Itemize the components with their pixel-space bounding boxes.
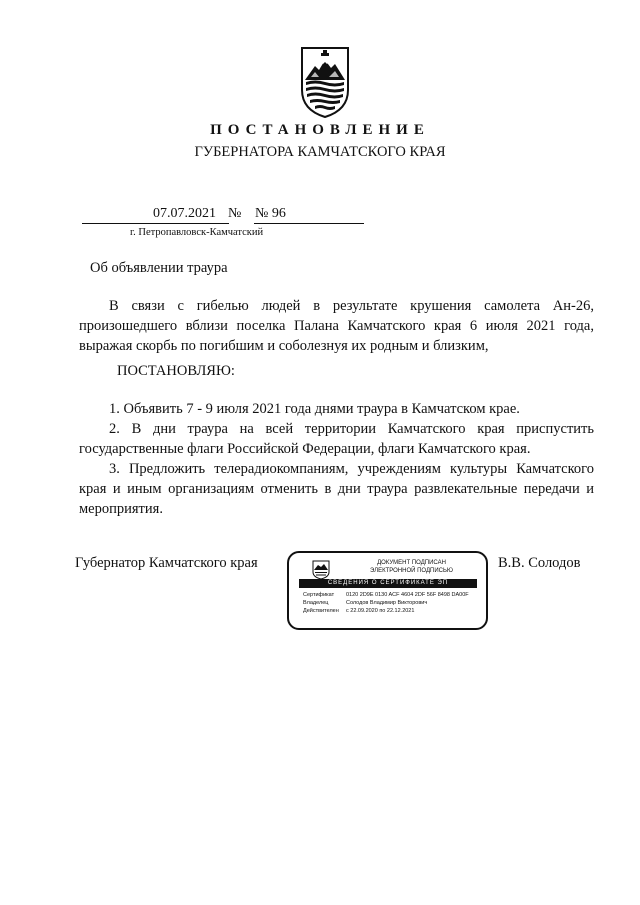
signatory-name: В.В. Солодов	[498, 555, 581, 571]
preamble-paragraph: В связи с гибелью людей в результате крушения самолета Ан-26, произошедшего вблизи поселка Палана Камчатского края 6 июля 2021 года, выражая скорбь по погибшим и соболезнуя их родным и близким,	[79, 298, 594, 354]
document-title: ПОСТАНОВЛЕНИЕ	[210, 122, 430, 138]
decree-heading: ПОСТАНОВЛЯЮ:	[117, 363, 235, 379]
list-item: 2. В дни траура на всей территории Камчатского края приспустить государственные флаги Российской Федерации, флаги Камчатского края.	[79, 421, 594, 457]
electronic-signature-stamp	[287, 551, 488, 630]
document-date: 07.07.2021	[153, 206, 216, 221]
document-subject: Об объявлении траура	[90, 260, 228, 276]
list-item: 3. Предложить телерадиокомпаниям, учреждениям культуры Камчатского края и иным организациям отменить в дни траура развлекательные передачи и мероприятия.	[79, 461, 594, 517]
document-number: № 96	[255, 206, 286, 221]
coat-of-arms-emblem	[299, 44, 351, 120]
stamp-heading: ДОКУМЕНТ ПОДПИСАН ЭЛЕКТРОННОЙ ПОДПИСЬЮ	[370, 560, 453, 574]
stamp-emblem-icon	[312, 560, 330, 580]
list-item: 1. Объявить 7 - 9 июля 2021 года днями траура в Камчатском крае.	[109, 401, 520, 417]
date-number-line	[82, 206, 364, 224]
document-subtitle: ГУБЕРНАТОРА КАМЧАТСКОГО КРАЯ	[194, 144, 446, 160]
document-place: г. Петропавловск-Камчатский	[130, 227, 264, 238]
number-sign: №	[228, 206, 242, 221]
stamp-bar: СВЕДЕНИЯ О СЕРТИФИКАТЕ ЭП	[299, 579, 477, 588]
stamp-details: Сертификат 0120 2D9E 0130 ACF 4604 2DF 56F 8498 DA00F Владелец Солодов Владимир Викторович Действителен с 22.09.2020 по 22.12.2021	[303, 592, 469, 614]
signatory-position: Губернатор Камчатского края	[75, 555, 258, 571]
